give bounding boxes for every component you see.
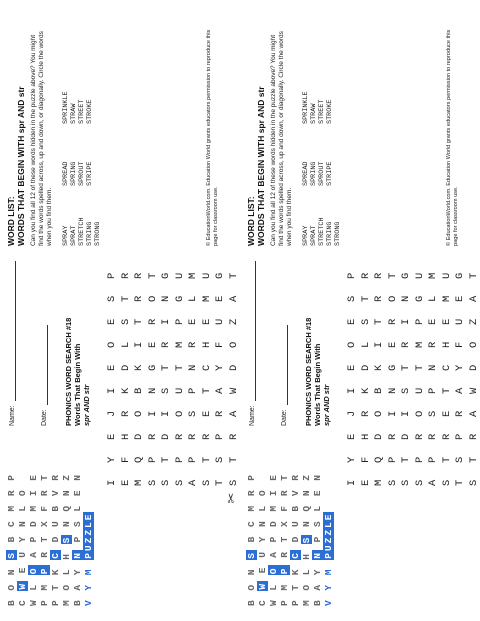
logo-row-4: P M P R T X F R T — [39, 473, 50, 606]
grid-row: E F H R K D L S T R — [359, 267, 372, 486]
logo-row-5: P T K C D U B V R — [50, 473, 61, 606]
word-item: STROKE — [326, 99, 334, 124]
letter-grid — [346, 267, 480, 486]
copyright-footer: © EducationWorld.com. Education World grants educators permission to reproduce this page for classroom use. — [206, 29, 219, 246]
grid-row: S P R I N G E R O T — [146, 267, 159, 486]
grid-row: S T R E T C H E M U — [440, 267, 453, 486]
grid-row: S T R A W D O Z A T — [467, 267, 480, 486]
word-list-heading: WORD LIST: WORDS THAT BEGIN WITH spr AND str — [246, 86, 266, 246]
grid-row: T S P R A Y F U E G — [214, 267, 226, 486]
instructions-text: Can you find all 12 of these words hidden in the puzzle above? You might find the words spelled across, up and down, or diagonally. Circle the words when you find them. — [270, 31, 293, 246]
grid-row: S T D I S T R I N G — [160, 267, 172, 486]
word-item: STRIPE — [326, 161, 334, 186]
word-item: SPROUT — [78, 161, 86, 186]
word-item: STRETCH — [318, 217, 326, 246]
grid-row: S P R O U T M P G U — [413, 267, 426, 486]
logo-row-2: C W E U Y N L O — [17, 488, 28, 606]
word-item: SPRAT — [310, 225, 318, 246]
logo-row-7: B A Y N P S L E N — [72, 473, 83, 606]
word-item: SPROUT — [318, 161, 326, 186]
grid-row: T S P R A Y F U E G — [454, 267, 466, 486]
grid-row: S T D I S T R I N G — [400, 267, 412, 486]
logo-row-8: V Y M PUZZLE — [323, 512, 334, 606]
grid-row: A P R S P N R E L M — [427, 267, 439, 486]
grid-row: S P R I N G E R O T — [386, 267, 399, 486]
grid-row: M Q D O B K I T R R — [133, 267, 145, 486]
word-item: STREET — [318, 99, 326, 124]
word-item: STRING — [326, 221, 334, 246]
logo-row-1: B O N S B C M R P — [6, 473, 17, 606]
logo-row-6: M O L H S N Q N Z — [301, 473, 312, 606]
grid-row: S P R O U T M P G U — [173, 267, 186, 486]
copyright-footer: © EducationWorld.com. Education World grants educators permission to reproduce this page for classroom use. — [446, 29, 459, 246]
word-list — [62, 26, 102, 246]
logo-row-3: W L O A P D M I E — [28, 473, 39, 606]
grid-row: M Q D O B K I T R R — [373, 267, 385, 486]
logo-row-7: B A Y N P S L E N — [312, 473, 323, 606]
letter-grid — [106, 267, 241, 486]
logo-row-3: W L O A P D M I E — [268, 473, 279, 606]
word-item: STRAW — [70, 103, 78, 124]
word-item: SPREAD — [302, 161, 310, 186]
word-item: SPRAT — [70, 225, 78, 246]
word-item: STRONG — [94, 221, 102, 246]
word-item: SPRING — [70, 161, 78, 186]
grid-row: I Y E J I E O E S P — [346, 267, 358, 486]
logo-row-6: M O L H S N Q N Z — [61, 473, 72, 606]
scissors-icon: ✂ — [223, 492, 239, 504]
puzzle-title: PHONICS WORD SEARCH #18 Words That Begin With spr AND str — [304, 317, 331, 426]
word-item: SPRAY — [302, 225, 310, 246]
word-item: STROKE — [86, 99, 94, 124]
date-field: Date: — [40, 325, 48, 426]
grid-row: S T R E T C H E M U — [200, 267, 213, 486]
name-field: Name: — [248, 261, 256, 426]
word-item: STRAW — [310, 103, 318, 124]
logo-row-1: B O N S B C M R P — [246, 473, 257, 606]
word-search-logo — [6, 473, 94, 606]
word-item: SPRAY — [62, 225, 70, 246]
logo-row-4: P M P R T X F R T — [279, 473, 290, 606]
word-list — [302, 26, 342, 246]
name-field: Name: — [8, 261, 16, 426]
word-item: STREET — [78, 99, 86, 124]
grid-row: E F H R K D L S T R — [119, 267, 132, 486]
word-item: SPRING — [310, 161, 318, 186]
word-item: STRIPE — [86, 161, 94, 186]
word-item: SPRINKLE — [302, 91, 310, 124]
grid-row: S T R A W D O Z A T — [227, 267, 240, 486]
worksheet-half-left — [6, 16, 240, 606]
logo-row-2: C W E U Y N L O — [257, 488, 268, 606]
word-list-heading: WORD LIST: WORDS THAT BEGIN WITH spr AND str — [6, 86, 26, 246]
instructions-text: Can you find all 12 of these words hidden in the puzzle above? You might find the words spelled across, up and down, or diagonally. Circle the words when you find them. — [30, 31, 53, 246]
grid-row: I Y E J I E O E S P — [106, 267, 118, 486]
worksheet-half-right — [246, 16, 480, 606]
logo-row-5: P T K C D U B V R — [290, 473, 301, 606]
puzzle-title: PHONICS WORD SEARCH #18 Words That Begin With spr AND str — [64, 317, 91, 426]
logo-row-8: V Y M PUZZLE — [83, 512, 94, 606]
grid-row: A P R S P N R E L M — [187, 267, 199, 486]
word-item: SPRINKLE — [62, 91, 70, 124]
word-item: STRONG — [334, 221, 342, 246]
word-search-logo — [246, 473, 334, 606]
date-field: Date: — [280, 325, 288, 426]
word-item: SPREAD — [62, 161, 70, 186]
word-item: STRING — [86, 221, 94, 246]
word-item: STRETCH — [78, 217, 86, 246]
